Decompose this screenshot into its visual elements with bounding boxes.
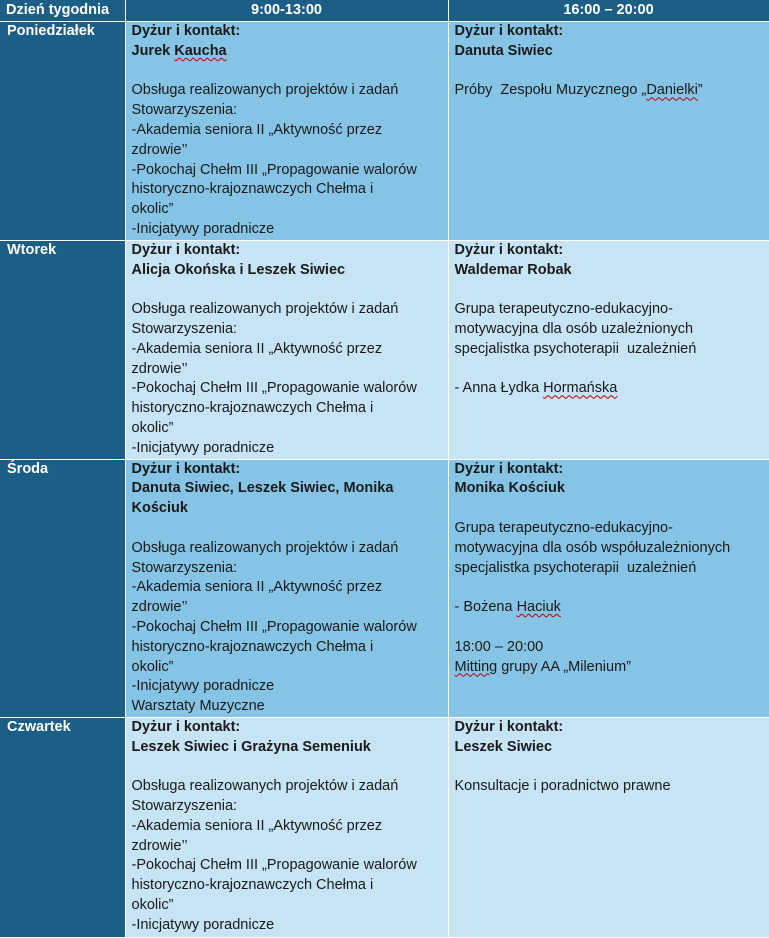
line-text: Warsztaty Muzyczne	[131, 698, 265, 715]
spellcheck-word: Mitting	[454, 658, 498, 675]
cell-line	[132, 141, 442, 161]
cell-line	[132, 280, 442, 300]
line-text: motywacyjna dla osób współuzależnionych	[454, 539, 731, 556]
cell-line	[132, 856, 442, 876]
line-text: -Inicjatywy poradnicze	[131, 678, 275, 695]
cell-line	[132, 618, 442, 638]
row-wednesday	[0, 459, 769, 717]
line-text-after: ”	[697, 82, 703, 99]
line-text: Dyżur i kontakt:	[454, 241, 564, 258]
row-thursday	[0, 717, 769, 937]
row-monday	[0, 22, 769, 241]
line-text: Stowarzyszenia:	[131, 320, 238, 337]
cell-heading	[132, 261, 442, 281]
cell-line	[455, 757, 763, 777]
cell-line	[455, 618, 763, 638]
line-text: okolic”	[131, 201, 174, 218]
header-row	[0, 0, 769, 22]
line-text: okolic”	[131, 897, 174, 914]
evening-cell	[448, 459, 769, 717]
cell-line	[132, 677, 442, 697]
cell-line	[132, 220, 442, 240]
cell-line	[455, 300, 763, 320]
cell-heading	[132, 241, 442, 261]
cell-line	[132, 876, 442, 896]
cell-line	[455, 340, 763, 360]
header-day: Dzień tygodnia	[0, 0, 125, 22]
cell-line	[132, 578, 442, 598]
cell-line	[455, 638, 763, 658]
line-text: Obsługa realizowanych projektów i zadań	[131, 301, 399, 318]
line-text: -Akademia seniora II „Aktywność przez	[131, 121, 383, 138]
cell-line	[455, 62, 763, 82]
line-text: Kościuk	[131, 500, 188, 517]
line-text: Dyżur i kontakt:	[131, 460, 241, 477]
line-text-after: grupy AA „Milenium”	[497, 658, 631, 675]
cell-line	[455, 320, 763, 340]
line-text: motywacyjna dla osób uzależnionych	[454, 320, 694, 337]
cell-line	[132, 180, 442, 200]
cell-line	[132, 419, 442, 439]
line-text: -Akademia seniora II „Aktywność przez	[131, 579, 383, 596]
morning-cell	[125, 22, 448, 241]
line-text: historyczno-krajoznawczych Chełma i	[131, 638, 374, 655]
line-text: Leszek Siwiec	[454, 738, 553, 755]
line-text: Jurek	[131, 42, 175, 59]
line-text: zdrowie’’	[131, 837, 188, 854]
cell-line	[132, 757, 442, 777]
spellcheck-word: Danielki	[646, 82, 698, 99]
cell-line	[455, 81, 763, 101]
cell-line	[132, 559, 442, 579]
cell-line	[132, 837, 442, 857]
day-label: Wtorek	[0, 240, 125, 459]
line-text: Obsługa realizowanych projektów i zadań	[131, 82, 399, 99]
line-text: Stowarzyszenia:	[131, 102, 238, 119]
cell-line	[132, 300, 442, 320]
cell-line	[132, 658, 442, 678]
cell-heading	[132, 738, 442, 758]
cell-heading	[455, 479, 763, 499]
cell-heading	[132, 460, 442, 480]
line-text: zdrowie’’	[131, 599, 188, 616]
line-text: 18:00 – 20:00	[454, 638, 544, 655]
cell-heading	[455, 241, 763, 261]
line-text: zdrowie’’	[131, 360, 188, 377]
cell-heading	[455, 22, 763, 42]
cell-heading	[132, 42, 442, 62]
cell-line	[455, 379, 763, 399]
evening-cell	[448, 240, 769, 459]
line-text: Grupa terapeutyczno-edukacyjno-	[454, 301, 673, 318]
cell-line	[132, 62, 442, 82]
row-tuesday	[0, 240, 769, 459]
line-text: -Akademia seniora II „Aktywność przez	[131, 340, 383, 357]
cell-line	[132, 360, 442, 380]
cell-line	[455, 559, 763, 579]
spellcheck-word: Hormańska	[543, 380, 618, 397]
cell-line	[455, 578, 763, 598]
cell-heading	[132, 499, 442, 519]
line-text: Alicja Okońska i Leszek Siwiec	[131, 261, 346, 278]
cell-line	[455, 539, 763, 559]
cell-line	[132, 638, 442, 658]
line-text: specjalistka psychoterapii uzależnień	[454, 340, 697, 357]
day-label: Poniedziałek	[0, 22, 125, 241]
line-text: Dyżur i kontakt:	[131, 241, 241, 258]
line-text: Monika Kościuk	[454, 480, 565, 497]
line-text: -Inicjatywy poradnicze	[131, 916, 275, 933]
cell-line	[132, 320, 442, 340]
cell-line	[132, 519, 442, 539]
spellcheck-word: Haciuk	[516, 599, 561, 616]
line-text: specjalistka psychoterapii uzależnień	[454, 559, 697, 576]
cell-line	[132, 399, 442, 419]
cell-line	[132, 379, 442, 399]
cell-heading	[455, 261, 763, 281]
line-text: Dyżur i kontakt:	[454, 718, 564, 735]
cell-heading	[132, 479, 442, 499]
line-text: Dyżur i kontakt:	[454, 23, 564, 39]
cell-line	[132, 797, 442, 817]
cell-line	[132, 200, 442, 220]
spellcheck-word: Kaucha	[174, 42, 227, 59]
cell-line	[132, 598, 442, 618]
line-text: historyczno-krajoznawczych Chełma i	[131, 877, 374, 894]
line-text: Leszek Siwiec i Grażyna Semeniuk	[131, 738, 371, 755]
line-text: -Pokochaj Chełm III „Propagowanie walorów	[131, 618, 417, 635]
cell-line	[455, 598, 763, 618]
line-text: Waldemar Robak	[454, 261, 572, 278]
morning-cell	[125, 459, 448, 717]
cell-line	[132, 340, 442, 360]
line-text: -Akademia seniora II „Aktywność przez	[131, 817, 383, 834]
line-text: -Pokochaj Chełm III „Propagowanie walorów	[131, 161, 417, 178]
cell-line	[455, 280, 763, 300]
line-text: Grupa terapeutyczno-edukacyjno-	[454, 519, 673, 536]
cell-line	[132, 539, 442, 559]
cell-line	[132, 81, 442, 101]
line-text: Danuta Siwiec	[454, 42, 553, 59]
cell-heading	[132, 718, 442, 738]
line-text: -Pokochaj Chełm III „Propagowanie walorów	[131, 380, 417, 397]
line-text: historyczno-krajoznawczych Chełma i	[131, 181, 374, 198]
cell-line	[132, 777, 442, 797]
line-text: okolic”	[131, 658, 174, 675]
line-text: Próby Zespołu Muzycznego „	[454, 82, 647, 99]
line-text: Konsultacje i poradnictwo prawne	[454, 778, 671, 795]
header-morning: 9:00-13:00	[125, 0, 448, 22]
evening-cell	[448, 22, 769, 241]
line-text: -Inicjatywy poradnicze	[131, 220, 275, 237]
line-text: Stowarzyszenia:	[131, 798, 238, 815]
line-text: -Inicjatywy poradnicze	[131, 439, 275, 456]
morning-cell	[125, 717, 448, 937]
line-text: Obsługa realizowanych projektów i zadań	[131, 778, 399, 795]
cell-line	[455, 519, 763, 539]
line-text: Dyżur i kontakt:	[454, 460, 564, 477]
cell-line	[132, 817, 442, 837]
line-text: Dyżur i kontakt:	[131, 23, 241, 39]
cell-heading	[455, 738, 763, 758]
cell-heading	[132, 22, 442, 42]
cell-line	[132, 121, 442, 141]
cell-line	[132, 161, 442, 181]
cell-line	[132, 896, 442, 916]
cell-heading	[455, 42, 763, 62]
line-text: okolic”	[131, 419, 174, 436]
morning-cell	[125, 240, 448, 459]
cell-heading	[455, 460, 763, 480]
line-text: -Pokochaj Chełm III „Propagowanie walorów	[131, 857, 417, 874]
cell-line	[132, 439, 442, 459]
line-text: - Anna Łydka	[454, 380, 544, 397]
day-label: Czwartek	[0, 717, 125, 937]
header-evening: 16:00 – 20:00	[448, 0, 769, 22]
line-text: historyczno-krajoznawczych Chełma i	[131, 400, 374, 417]
cell-line	[455, 658, 763, 678]
cell-heading	[455, 718, 763, 738]
cell-line	[455, 777, 763, 797]
cell-line	[132, 101, 442, 121]
line-text: Dyżur i kontakt:	[131, 718, 241, 735]
cell-line	[132, 697, 442, 717]
cell-line	[455, 360, 763, 380]
line-text: Obsługa realizowanych projektów i zadań	[131, 539, 399, 556]
line-text: Stowarzyszenia:	[131, 559, 238, 576]
line-text: Danuta Siwiec, Leszek Siwiec, Monika	[131, 480, 394, 497]
evening-cell	[448, 717, 769, 937]
line-text: - Bożena	[454, 599, 517, 616]
line-text: zdrowie’’	[131, 141, 188, 158]
cell-line	[455, 499, 763, 519]
day-label: Środa	[0, 459, 125, 717]
cell-line	[132, 916, 442, 936]
